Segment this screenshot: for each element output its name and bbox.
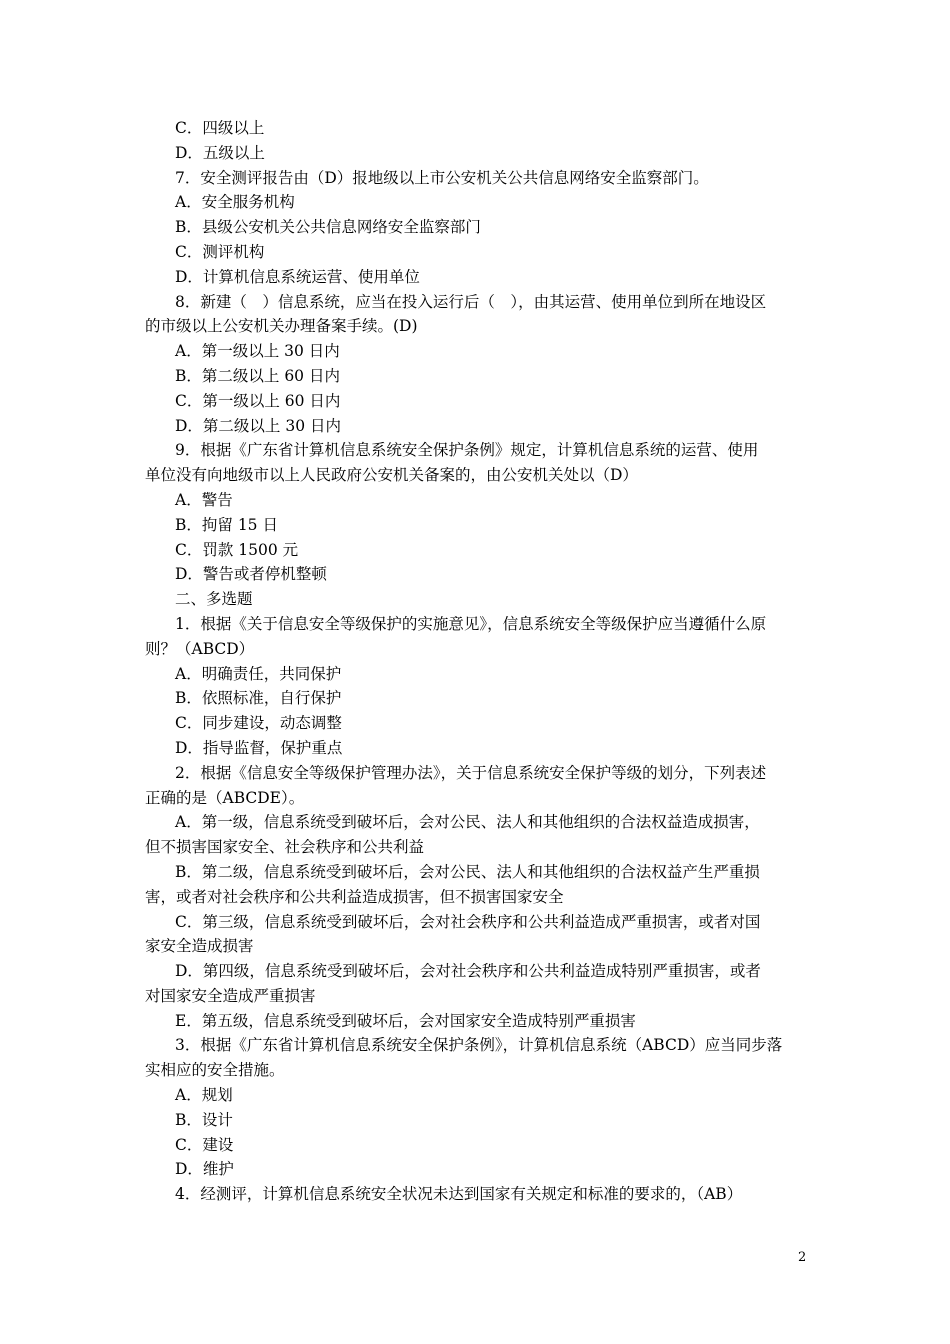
text-line: B．依照标准，自行保护 — [175, 689, 342, 708]
text-line: D．第四级，信息系统受到破坏后，会对社会秩序和公共利益造成特别严重损害，或者 — [175, 962, 761, 981]
text-line: A．安全服务机构 — [175, 193, 295, 212]
text-line: E．第五级，信息系统受到破坏后，会对国家安全造成特别严重损害 — [175, 1011, 636, 1030]
text-line: D．维护 — [175, 1160, 234, 1179]
text-line: 的市级以上公安机关办理备案手续。(D) — [145, 317, 418, 336]
text-line: D．指导监督，保护重点 — [175, 738, 343, 757]
text-line: 8．新建（ ）信息系统，应当在投入运行后（ ），由其运营、使用单位到所在地设区 — [175, 292, 767, 311]
text-line: 二、多选题 — [175, 590, 253, 609]
text-line: 单位没有向地级市以上人民政府公安机关备案的，由公安机关处以（D） — [145, 466, 638, 485]
text-line: 但不损害国家安全、社会秩序和公共利益 — [145, 838, 425, 857]
text-line: 害，或者对社会秩序和公共利益造成损害，但不损害国家安全 — [145, 887, 564, 906]
text-line: A．第一级，信息系统受到破坏后，会对公民、法人和其他组织的合法权益造成损害， — [175, 813, 760, 832]
text-line: 实相应的安全措施。 — [145, 1061, 285, 1080]
document-body — [0, 116, 950, 1207]
text-line: B．设计 — [175, 1110, 233, 1129]
text-line: 家安全造成损害 — [145, 937, 254, 956]
text-line: C．第一级以上 60 日内 — [175, 391, 341, 410]
text-line: 7．安全测评报告由（D）报地级以上市公安机关公共信息网络安全监察部门。 — [175, 168, 709, 187]
text-line: A．第一级以上 30 日内 — [175, 342, 340, 361]
text-line: 3．根据《广东省计算机信息系统安全保护条例》，计算机信息系统（ABCD）应当同步落 — [175, 1036, 783, 1055]
text-line: A．规划 — [175, 1086, 233, 1105]
text-line: C．同步建设，动态调整 — [175, 714, 342, 733]
text-line: 4．经测评，计算机信息系统安全状况未达到国家有关规定和标准的要求的，（AB） — [175, 1185, 743, 1204]
text-line: C．第三级，信息系统受到破坏后，会对社会秩序和公共利益造成严重损害，或者对国 — [175, 912, 761, 931]
text-line: 9．根据《广东省计算机信息系统安全保护条例》规定，计算机信息系统的运营、使用 — [175, 441, 759, 460]
text-line: 1．根据《关于信息安全等级保护的实施意见》，信息系统安全等级保护应当遵循什么原 — [175, 614, 767, 633]
text-line: 2．根据《信息安全等级保护管理办法》，关于信息系统安全保护等级的划分，下列表述 — [175, 763, 767, 782]
text-line: C．建设 — [175, 1135, 234, 1154]
text-line: D．五级以上 — [175, 143, 265, 162]
text-line: D．警告或者停机整顿 — [175, 565, 327, 584]
text-line: 则？（ABCD） — [145, 639, 255, 658]
text-line: B．县级公安机关公共信息网络安全监察部门 — [175, 218, 481, 237]
text-line: A．警告 — [175, 490, 233, 509]
text-line: B．第二级，信息系统受到破坏后，会对公民、法人和其他组织的合法权益产生严重损 — [175, 862, 760, 881]
text-line: 对国家安全造成严重损害 — [145, 986, 316, 1005]
text-line: B．第二级以上 60 日内 — [175, 366, 340, 385]
text-line: 正确的是（ABCDE）。 — [145, 788, 305, 807]
text-line: C．四级以上 — [175, 119, 265, 137]
text-line: C．测评机构 — [175, 242, 265, 261]
text-line: D．计算机信息系统运营、使用单位 — [175, 267, 420, 286]
text-line: B．拘留 15 日 — [175, 515, 278, 534]
text-line: D．第二级以上 30 日内 — [175, 416, 342, 435]
text-line: C．罚款 1500 元 — [175, 540, 299, 559]
text-line: A．明确责任，共同保护 — [175, 664, 342, 683]
page-number: 2 — [798, 1250, 807, 1265]
